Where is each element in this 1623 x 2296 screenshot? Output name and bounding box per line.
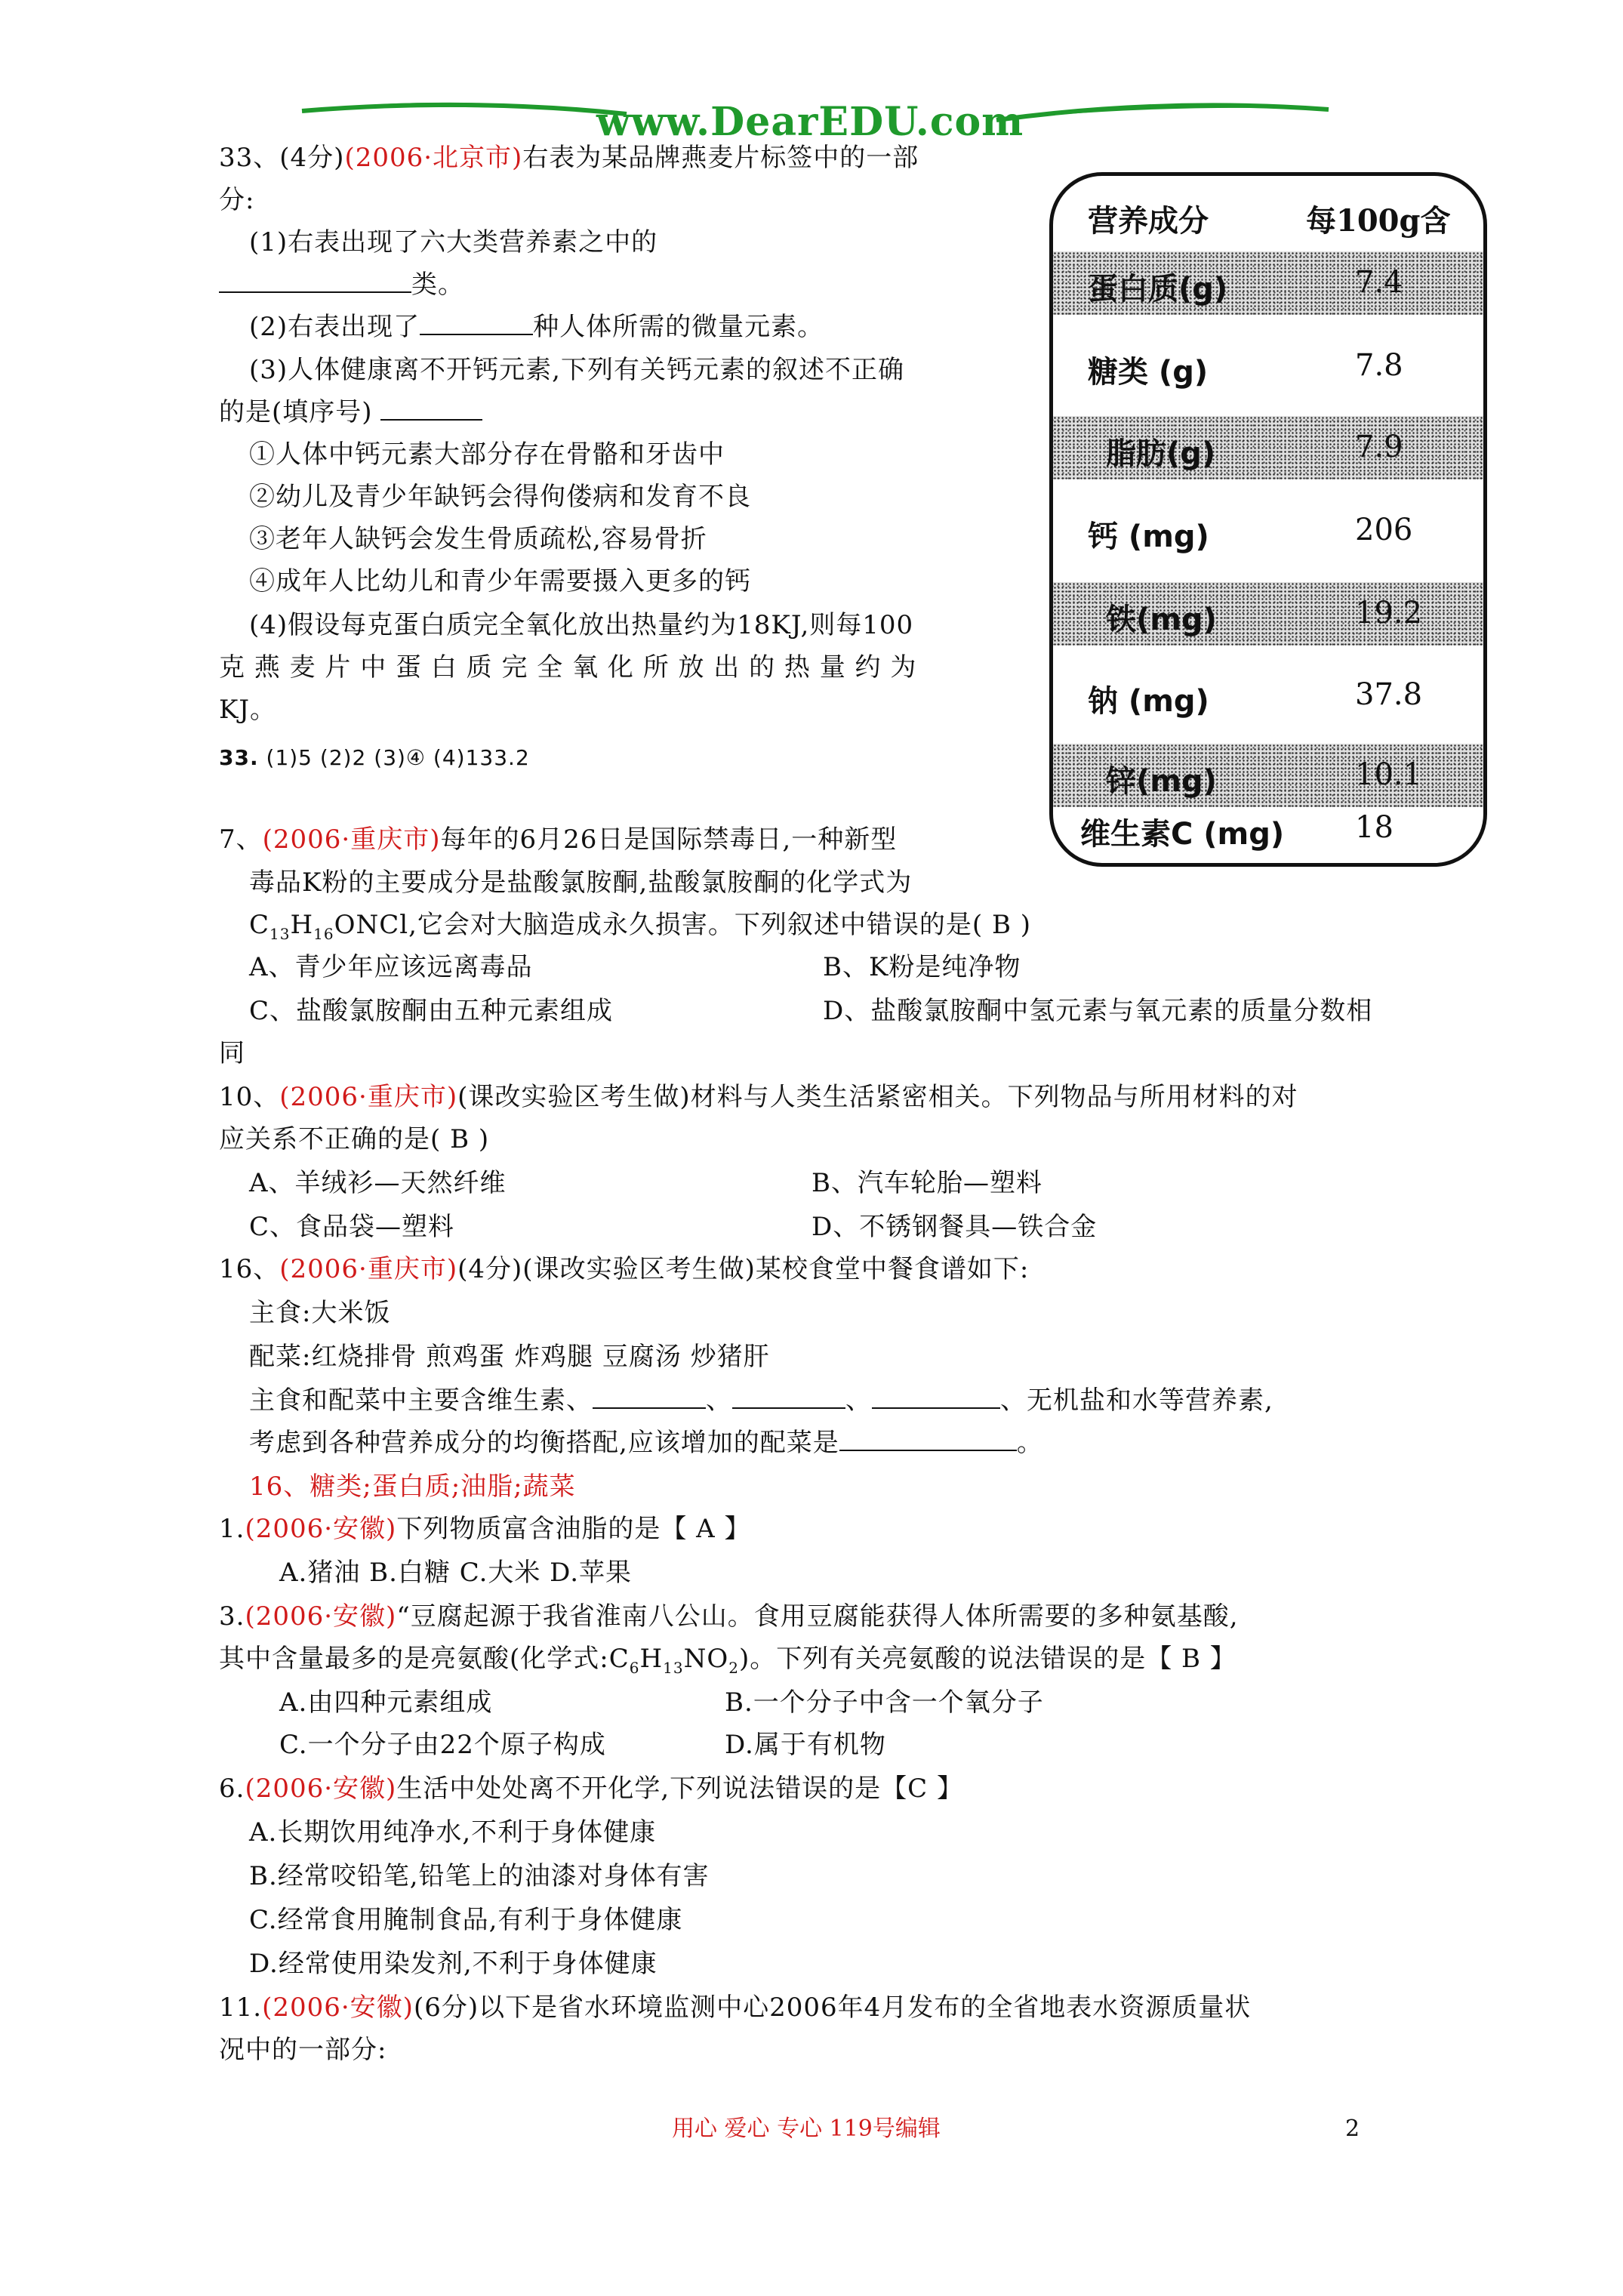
q3-option-c: C.一个分子由22个原子构成 — [279, 1730, 606, 1760]
q33-number: 33、(4分) — [219, 143, 345, 173]
nutrition-name: 糖类 (g) — [1088, 355, 1209, 390]
answer-blank[interactable] — [593, 1385, 706, 1409]
q6-option-a: A.长期饮用纯净水,不利于身体健康 — [249, 1817, 657, 1848]
nutrition-value: 7.4 — [1355, 265, 1403, 300]
formula-part: H — [290, 910, 314, 940]
q16-text4b: 、无机盐和水等营养素, — [1000, 1385, 1273, 1416]
q7-option-d-cont: 同 — [219, 1038, 245, 1068]
q7-line1 — [219, 823, 897, 856]
q33-option2: ②幼儿及青少年缺钙会得佝偻病和发育不良 — [249, 482, 751, 512]
q33-part2-suffix: 种人体所需的微量元素。 — [533, 312, 824, 342]
nutrition-name: 钠 (mg) — [1088, 684, 1209, 719]
q11-source: (2006·安徽) — [262, 1992, 414, 2023]
nutrition-value: 37.8 — [1355, 677, 1423, 712]
formula-part: H — [639, 1644, 664, 1674]
q33-part1-suffix: 类。 — [411, 270, 464, 300]
q11-number: 11. — [219, 1992, 263, 2023]
q7-option-d: D、盐酸氯胺酮中氢元素与氧元素的质量分数相 — [823, 996, 1373, 1026]
q16-line5 — [249, 1426, 1043, 1459]
nutrition-value: 7.8 — [1355, 348, 1403, 383]
q3-line1 — [219, 1600, 1239, 1633]
q33-answer — [219, 741, 530, 775]
nutrition-name: 维生素C (mg) — [1080, 817, 1285, 852]
q7-number: 7、 — [219, 824, 263, 855]
answer-blank[interactable] — [732, 1385, 845, 1409]
q6-line1 — [219, 1772, 963, 1805]
q6-option-c: C.经常食用腌制食品,有利于身体健康 — [249, 1905, 683, 1935]
q33-part1-answer-line — [219, 268, 464, 301]
q11-text1: (6分)以下是省水环境监测中心2006年4月发布的全省地表水资源质量状 — [413, 1992, 1252, 2023]
q3-source: (2006·安徽) — [245, 1601, 397, 1632]
nutrition-row — [1053, 334, 1483, 398]
q7-text1: 每年的6月26日是国际禁毒日,一种新型 — [440, 824, 898, 855]
q3-option-b: B.一个分子中含一个氧分子 — [725, 1687, 1044, 1718]
q7-option-c: C、盐酸氯胺酮由五种元素组成 — [249, 996, 614, 1026]
q7-line3 — [249, 908, 1031, 951]
nutrition-row — [1053, 499, 1483, 562]
q6-option-b: B.经常咬铅笔,铅笔上的油漆对身体有害 — [249, 1861, 710, 1891]
answer-blank[interactable] — [380, 396, 482, 421]
q6-option-d: D.经常使用染发剂,不利于身体健康 — [249, 1949, 658, 1979]
q1-line1 — [219, 1512, 751, 1546]
nutrition-name: 锌(mg) — [1106, 764, 1217, 799]
logo-text: www.DearEDU.com — [596, 99, 1024, 145]
q33-option1: ①人体中钙元素大部分存在骨骼和牙齿中 — [249, 439, 725, 470]
q10-number: 10、 — [219, 1082, 280, 1112]
q16-text4: 主食和配菜中主要含维生素、 — [249, 1385, 593, 1416]
q1-source: (2006·安徽) — [245, 1514, 397, 1544]
q33-part3-text: 的是(填序号) — [219, 397, 373, 427]
q10-option-d: D、不锈钢餐具—铁合金 — [812, 1212, 1098, 1242]
formula-subscript: 13 — [663, 1658, 684, 1677]
q33-option4: ④成年人比幼儿和青少年需要摄入更多的钙 — [249, 566, 751, 596]
answer-blank[interactable] — [219, 269, 411, 293]
q33-part4: (4)假设每克蛋白质完全氧化放出热量约为18KJ,则每100 — [249, 610, 914, 640]
q10-line1 — [219, 1080, 1298, 1114]
q16-text1: (4分)(课改实验区考生做)某校食堂中餐食谱如下: — [457, 1254, 1030, 1284]
q7-text3: ONCl,它会对大脑造成永久损害。下列叙述中错误的是( B ) — [334, 910, 1032, 940]
q1-number: 1. — [219, 1514, 245, 1544]
q16-number: 16、 — [219, 1254, 280, 1284]
nutrition-name: 脂肪(g) — [1106, 436, 1216, 471]
q10-option-c: C、食品袋—塑料 — [249, 1212, 455, 1242]
q33-part1: (1)右表出现了六大类营养素之中的 — [249, 227, 658, 257]
nutrition-header-value: 每100g含 — [1306, 203, 1451, 239]
nutrition-value: 19.2 — [1355, 596, 1423, 630]
formula-subscript: 13 — [269, 924, 291, 943]
q33-part4-line2: 克 燕 麦 片 中 蛋 白 质 完 全 氧 化 所 放 出 的 热 量 约 为 — [219, 652, 917, 683]
q16-separator: 、 — [706, 1385, 732, 1416]
q10-option-b: B、汽车轮胎—塑料 — [812, 1168, 1042, 1198]
q16-line4 — [249, 1384, 1273, 1417]
nutrition-row — [1053, 797, 1483, 860]
nutrition-row — [1053, 416, 1483, 479]
q33-part3-line2 — [219, 396, 482, 429]
q33-answer-number: 33. — [219, 745, 259, 770]
q33-source: (2006·北京市) — [344, 143, 523, 173]
q6-source: (2006·安徽) — [245, 1774, 397, 1804]
q16-line3: 配菜:红烧排骨 煎鸡蛋 炸鸡腿 豆腐汤 炒猪肝 — [249, 1342, 770, 1372]
q16-separator: 、 — [845, 1385, 872, 1416]
formula-subscript: 6 — [629, 1658, 640, 1677]
nutrition-value: 18 — [1355, 810, 1394, 845]
q7-source: (2006·重庆市) — [262, 824, 441, 855]
formula-subscript: 2 — [728, 1658, 739, 1677]
answer-blank[interactable] — [872, 1385, 1000, 1409]
q16-text5: 考虑到各种营养成分的均衡搭配,应该增加的配菜是 — [249, 1428, 839, 1458]
q33-part4-line3: KJ。 — [219, 695, 277, 725]
q7-line2: 毒品K粉的主要成分是盐酸氯胺酮,盐酸氯胺酮的化学式为 — [249, 868, 913, 898]
q16-text5b: 。 — [1016, 1428, 1043, 1458]
q16-line2: 主食:大米饭 — [249, 1298, 391, 1328]
q3-text1: “豆腐起源于我省淮南八公山。食用豆腐能获得人体所需要的多种氨基酸, — [396, 1601, 1239, 1632]
nutrition-value: 206 — [1355, 513, 1413, 547]
q3-number: 3. — [219, 1601, 245, 1632]
q3-line2 — [219, 1642, 1236, 1684]
answer-blank[interactable] — [420, 311, 533, 335]
q33-part2 — [249, 310, 824, 344]
q1-options: A.猪油 B.白糖 C.大米 D.苹果 — [279, 1558, 633, 1588]
q7-option-b: B、K粉是纯净物 — [823, 952, 1021, 982]
page-number: 2 — [1345, 2116, 1360, 2142]
q33-part2-text: (2)右表出现了 — [249, 312, 420, 342]
q3-text2: 其中含量最多的是亮氨酸(化学式:C — [219, 1644, 630, 1674]
nutrition-name: 钙 (mg) — [1088, 519, 1209, 554]
q16-line1 — [219, 1253, 1029, 1286]
answer-blank[interactable] — [839, 1427, 1017, 1451]
q33-line2: 分: — [219, 185, 255, 215]
nutrition-header-name: 营养成分 — [1088, 204, 1209, 239]
q6-number: 6. — [219, 1774, 245, 1804]
q33-line1 — [219, 141, 919, 174]
q16-source: (2006·重庆市) — [279, 1254, 458, 1284]
nutrition-row — [1053, 582, 1483, 646]
q1-text1: 下列物质富含油脂的是【 A 】 — [396, 1514, 751, 1544]
nutrition-value: 7.9 — [1355, 430, 1403, 464]
q10-line2: 应关系不正确的是( B ) — [219, 1124, 490, 1154]
q16-answer: 16、糖类;蛋白质;油脂;蔬菜 — [249, 1472, 576, 1502]
q11-line1 — [219, 1991, 1251, 2024]
nutrition-label — [1049, 172, 1487, 867]
nutrition-row — [1053, 664, 1483, 727]
formula-part: NO — [683, 1644, 729, 1674]
q10-source: (2006·重庆市) — [279, 1082, 458, 1112]
q3-text2b: )。下列有关亮氨酸的说法错误的是【 B 】 — [738, 1644, 1236, 1674]
q7-option-a: A、青少年应该远离毒品 — [249, 952, 533, 982]
q10-option-a: A、羊绒衫—天然纤维 — [249, 1168, 507, 1198]
formula-subscript: 16 — [313, 924, 334, 943]
nutrition-header — [1053, 183, 1483, 247]
nutrition-value: 10.1 — [1355, 757, 1423, 792]
q33-part3: (3)人体健康离不开钙元素,下列有关钙元素的叙述不正确 — [249, 355, 904, 385]
q10-text1: (课改实验区考生做)材料与人类生活紧密相关。下列物品与所用材料的对 — [457, 1082, 1298, 1112]
q3-option-a: A.由四种元素组成 — [279, 1687, 493, 1718]
q33-answer-text: (1)5 (2)2 (3)④ (4)133.2 — [266, 745, 530, 770]
nutrition-row — [1053, 251, 1483, 315]
q6-text1: 生活中处处离不开化学,下列说法错误的是【C 】 — [396, 1774, 963, 1804]
nutrition-name: 蛋白质(g) — [1088, 272, 1228, 307]
q3-option-d: D.属于有机物 — [725, 1730, 886, 1760]
nutrition-name: 铁(mg) — [1106, 603, 1217, 637]
q33-option3: ③老年人缺钙会发生骨质疏松,容易骨折 — [249, 524, 707, 554]
q33-text1: 右表为某品牌燕麦片标签中的一部 — [522, 143, 919, 173]
q11-line2: 况中的一部分: — [219, 2035, 387, 2065]
footer-text: 用心 爱心 专心 119号编辑 — [672, 2116, 941, 2142]
formula-part: C — [249, 910, 270, 940]
